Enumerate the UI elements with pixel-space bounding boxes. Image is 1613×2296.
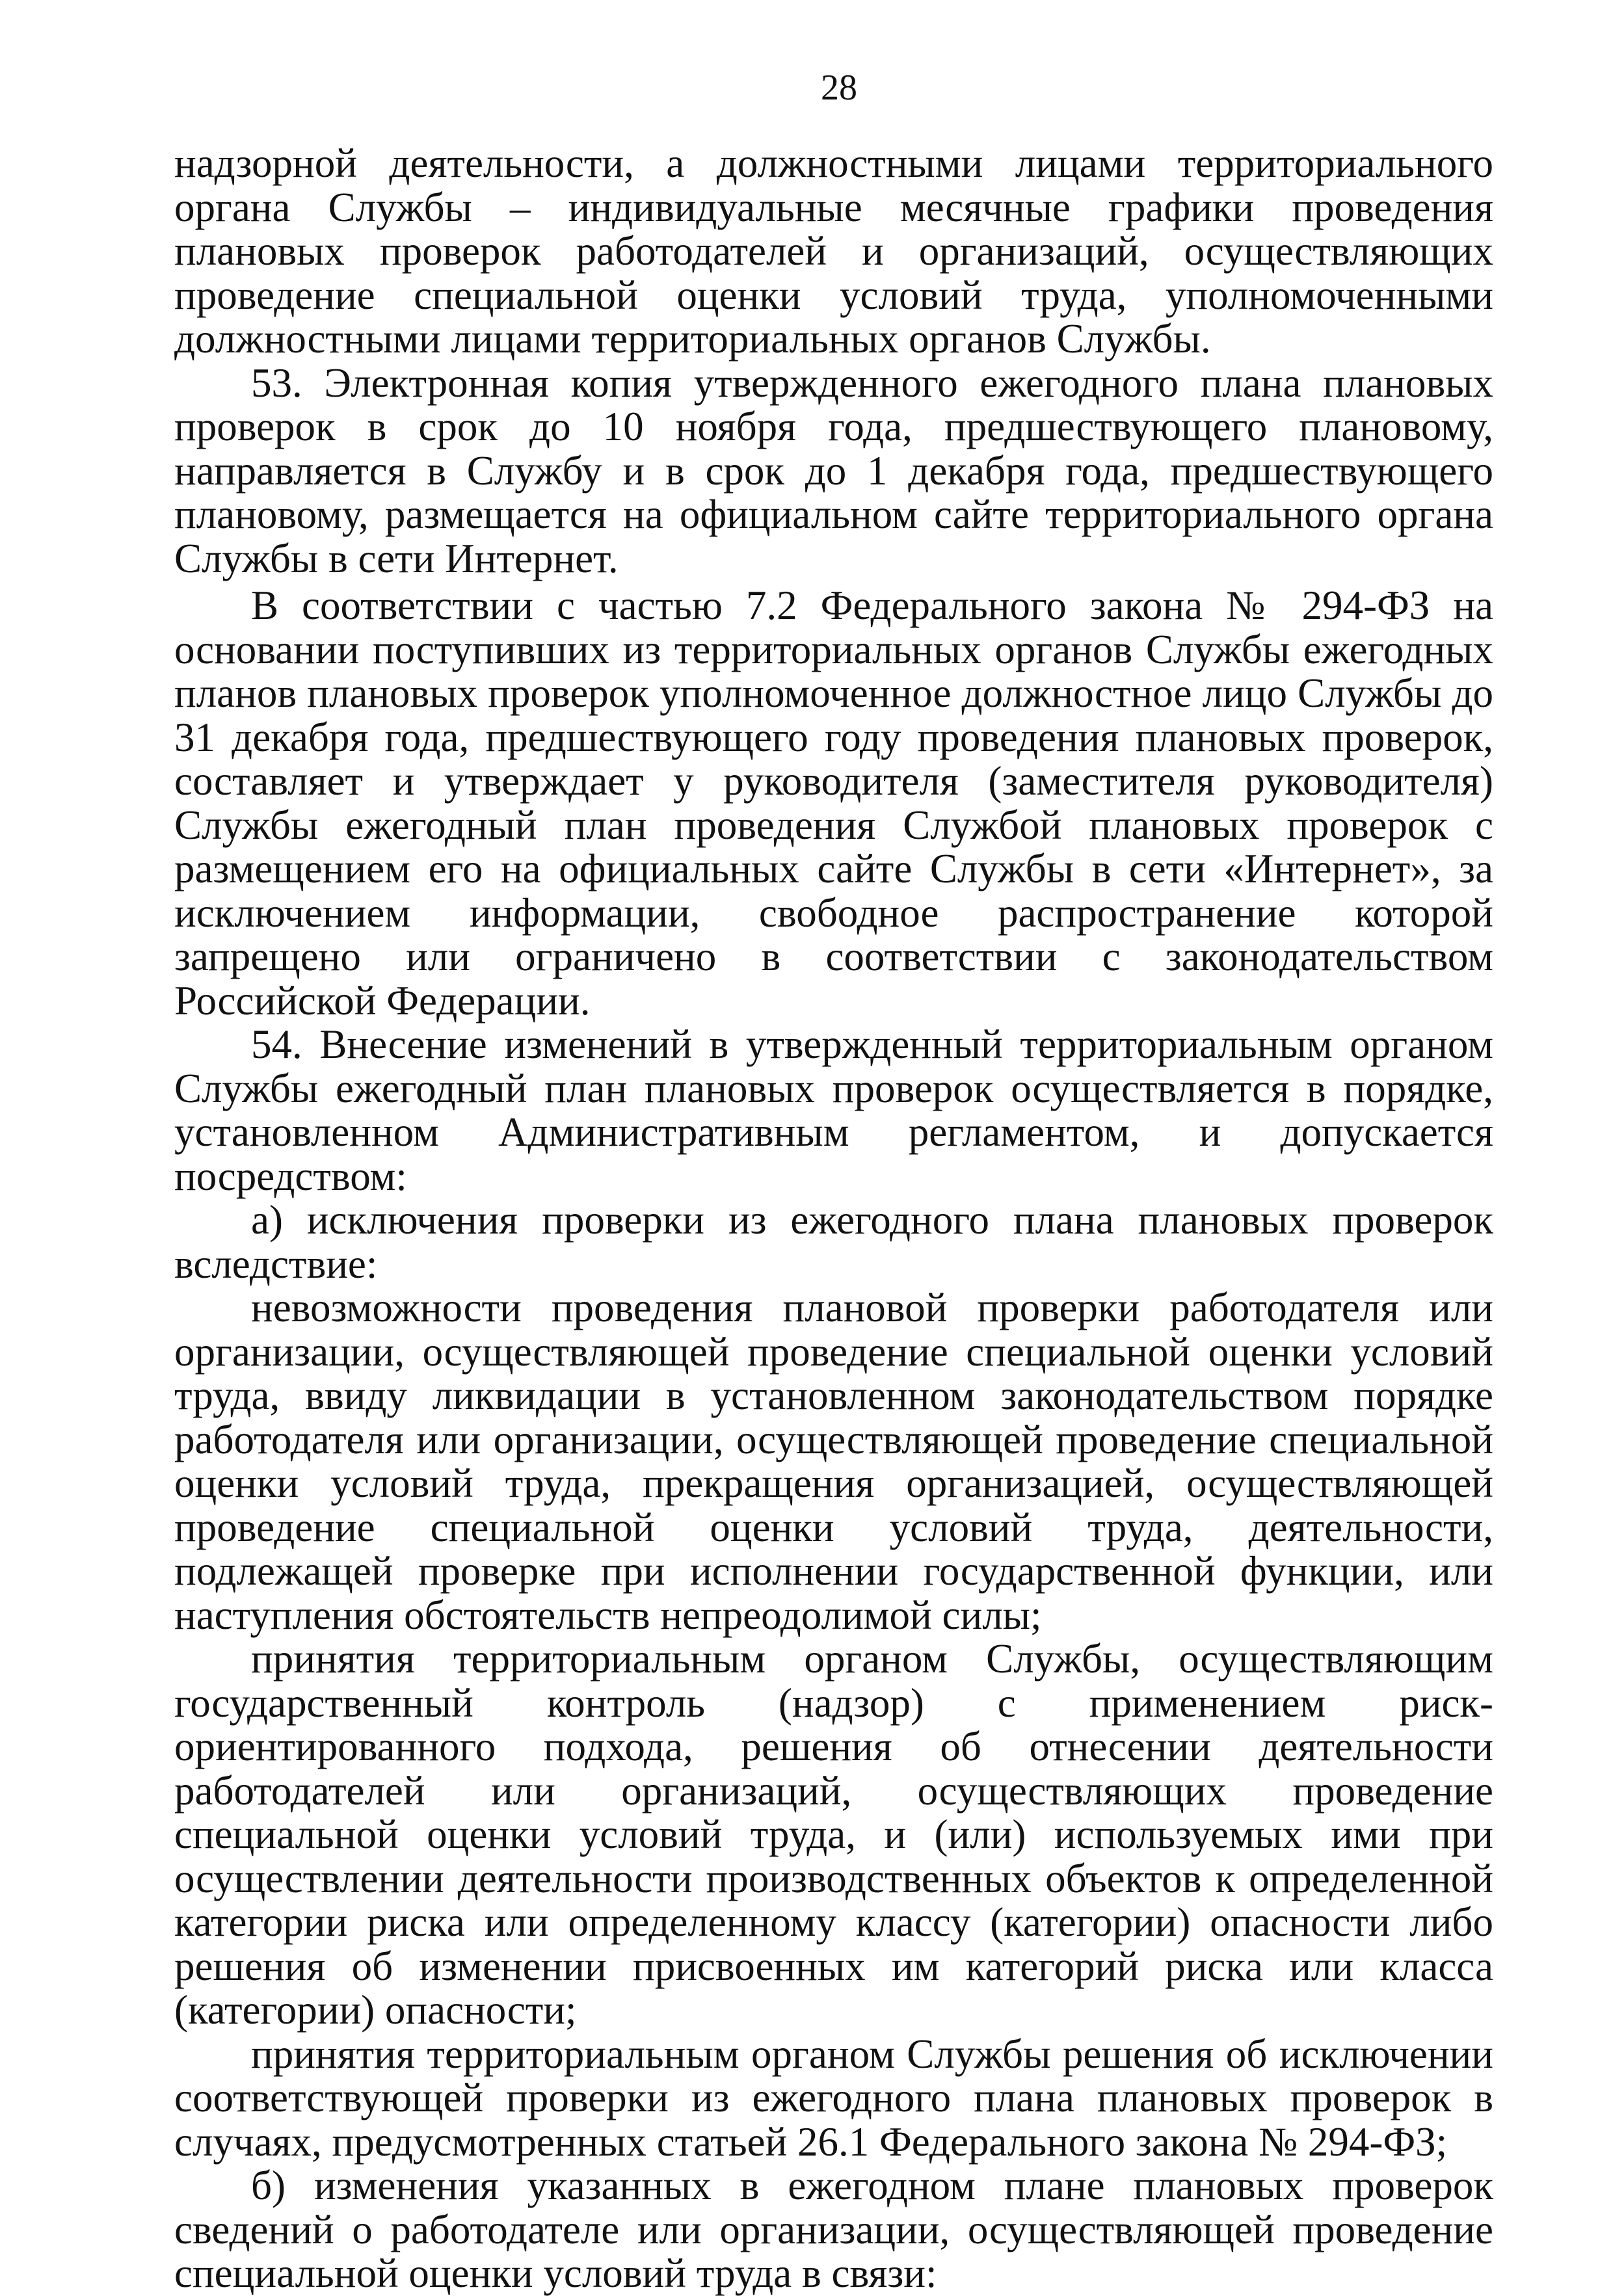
paragraph-exclusion-decision: принятия территориальным органом Службы решения об исключении соответствующей проверки из ежегодного плана плановых проверок в случаях, предусмотренных статьей 26.1 Федерального закона № 294-ФЗ; [174,2031,1493,2165]
paragraph-54-a: а) исключения проверки из ежегодного плана плановых проверок вследствие: [174,1197,1493,1287]
document-body [174,142,1493,2296]
paragraph-54-b: б) изменения указанных в ежегодном плане плановых проверок сведений о работодателе или организации, осуществляющей проведение специальной оценки условий труда в связи: [174,2163,1493,2296]
paragraph-impossibility: невозможности проведения плановой проверки работодателя или организации, осуществляющей проведение специальной оценки условий труда, ввиду ликвидации в установленном законодательством порядке работодателя или организации, осуществляющей проведение специальной оценки условий труда, прекращения организацией, осуществляющей проведение специальной оценки условий труда, деятельности, подлежащей проверке при исполнении государственной функции, или наступления обстоятельств непреодолимой силы; [174,1285,1493,1638]
paragraph-risk-category: принятия территориальным органом Службы, осуществляющим государственный контроль (надзор) с применением риск-ориентированного подхода, решения об отнесении деятельности работодателей или организаций, осуществляющих проведение специальной оценки условий труда, и (или) используемых ими при осуществлении деятельности производственных объектов к определенной категории риска или определенному классу (категории) опасности либо решения об изменении присвоенных им категорий риска или класса (категории) опасности; [174,1636,1493,2033]
page-number: 28 [821,68,857,108]
paragraph-294-fz-plan: В соответствии с частью 7.2 Федерального закона № 294-ФЗ на основании поступивших из территориальных органов Службы ежегодных планов плановых проверок уполномоченное должностное лицо Службы до 31 декабря года, предшествующего году проведения плановых проверок, составляет и утверждает у руководителя (заместителя руководителя) Службы ежегодный план проведения Службой плановых проверок с размещением его на официальных сайте Службы в сети «Интернет», за исключением информации, свободное распространение которой запрещено или ограничено в соответствии с законодательством Российской Федерации. [174,583,1493,1023]
paragraph-54: 54. Внесение изменений в утвержденный территориальным органом Службы ежегодный план плановых проверок осуществляется в порядке, установленном Административным регламентом, и допускается посредством: [174,1022,1493,1199]
paragraph-53: 53. Электронная копия утвержденного ежегодного плана плановых проверок в срок до 10 ноября года, предшествующего плановому, направляется в Службу и в срок до 1 декабря года, предшествующего плановому, размещается на официальном сайте территориального органа Службы в сети Интернет. [174,360,1493,581]
paragraph-continuation: надзорной деятельности, а должностными лицами территориального органа Службы – индивидуальные месячные графики проведения плановых проверок работодателей и организаций, осуществляющих проведение специальной оценки условий труда, уполномоченными должностными лицами территориальных органов Службы. [174,140,1493,362]
